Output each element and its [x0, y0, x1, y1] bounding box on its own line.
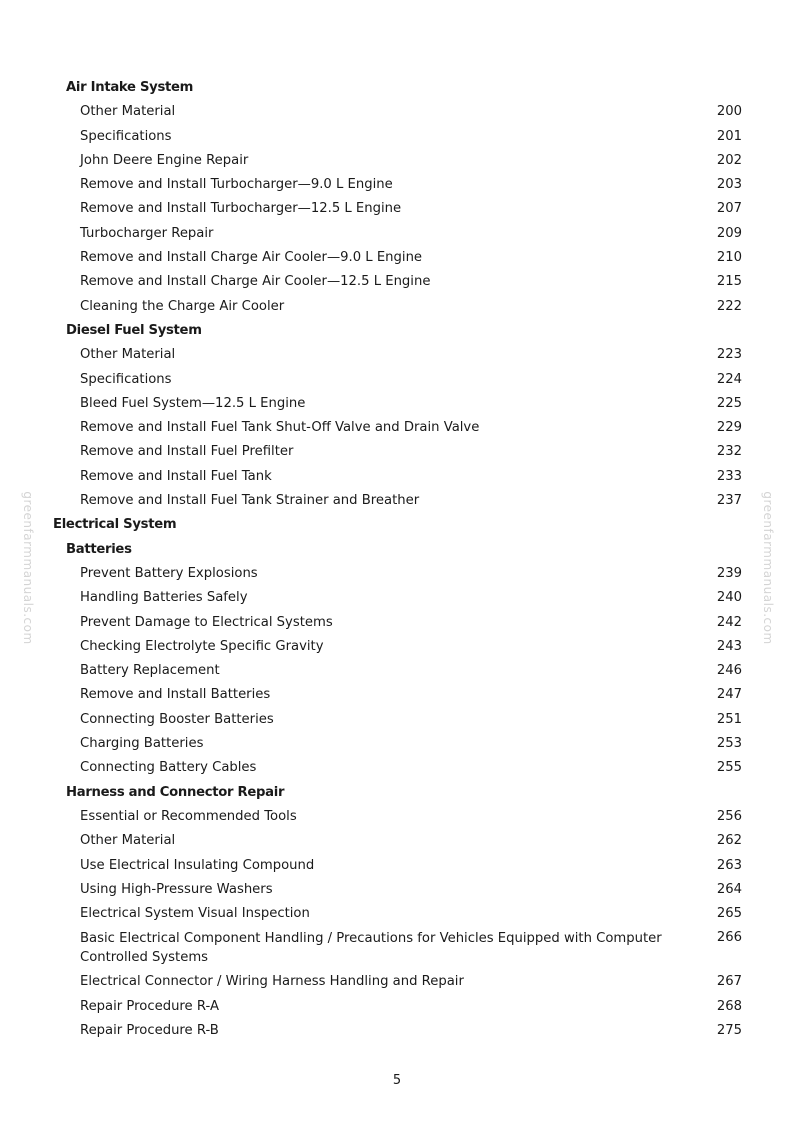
toc-entry-title: Remove and Install Fuel Tank [80, 468, 272, 484]
toc-entry-page-number: 237 [716, 493, 742, 509]
toc-entry-title: Remove and Install Charge Air Cooler—12.5 L Engine [80, 274, 431, 290]
toc-entry-title: Remove and Install Fuel Tank Shut-Off Valve and Drain Valve [80, 420, 480, 436]
toc-entry[interactable] [0, 756, 794, 780]
table-of-contents [0, 76, 794, 1043]
toc-entry-title: Repair Procedure R-B [80, 1022, 219, 1038]
toc-entry-page-number: 201 [716, 128, 742, 144]
toc-entry[interactable] [0, 611, 794, 635]
toc-entry[interactable] [0, 222, 794, 246]
toc-entry-title: Checking Electrolyte Specific Gravity [80, 638, 324, 654]
toc-entry-page-number: 202 [716, 152, 742, 168]
toc-entry-title: Cleaning the Charge Air Cooler [80, 298, 285, 314]
toc-entry[interactable] [0, 902, 794, 926]
toc-entry-page-number: 264 [716, 881, 742, 897]
toc-entry[interactable] [0, 635, 794, 659]
toc-entry[interactable] [0, 125, 794, 149]
toc-entry-title: Air Intake System [66, 80, 194, 95]
toc-chapter-heading [0, 513, 794, 537]
toc-entry[interactable] [0, 270, 794, 294]
toc-entry-title: Battery Replacement [80, 663, 220, 679]
toc-entry-page-number: 240 [716, 590, 742, 606]
toc-entry[interactable] [0, 416, 794, 440]
toc-entry[interactable] [0, 562, 794, 586]
toc-entry-page-number: 207 [716, 201, 742, 217]
toc-entry-page-number: 229 [716, 420, 742, 436]
toc-entry-page-number: 223 [716, 347, 742, 363]
toc-entry-title: Turbocharger Repair [80, 225, 214, 241]
toc-entry-title: Prevent Battery Explosions [80, 565, 258, 581]
toc-section-heading [0, 319, 794, 343]
toc-entry[interactable] [0, 295, 794, 319]
toc-section-heading [0, 781, 794, 805]
toc-entry[interactable] [0, 926, 794, 970]
toc-entry[interactable] [0, 392, 794, 416]
toc-entry-title: Bleed Fuel System—12.5 L Engine [80, 395, 306, 411]
toc-entry-title: Other Material [80, 104, 176, 120]
toc-entry[interactable] [0, 246, 794, 270]
toc-entry-page-number: 232 [716, 444, 742, 460]
toc-entry-title: Other Material [80, 347, 176, 363]
toc-entry[interactable] [0, 970, 794, 994]
toc-entry-page-number: 255 [716, 760, 742, 776]
toc-entry-page-number: 267 [716, 974, 742, 990]
toc-entry[interactable] [0, 854, 794, 878]
toc-entry-title: Remove and Install Turbocharger—9.0 L Engine [80, 177, 393, 193]
toc-entry-page-number: 266 [716, 930, 742, 946]
toc-entry[interactable] [0, 878, 794, 902]
toc-entry-page-number: 247 [716, 687, 742, 703]
toc-entry[interactable] [0, 586, 794, 610]
toc-entry-title: Remove and Install Charge Air Cooler—9.0 L Engine [80, 250, 423, 266]
toc-section-heading [0, 76, 794, 100]
toc-entry-page-number: 210 [716, 250, 742, 266]
toc-entry[interactable] [0, 995, 794, 1019]
toc-entry-title: Charging Batteries [80, 736, 204, 752]
toc-entry[interactable] [0, 440, 794, 464]
toc-entry-title: Repair Procedure R-A [80, 998, 219, 1014]
toc-entry-title: Specifications [80, 371, 172, 387]
toc-entry-page-number: 253 [716, 736, 742, 752]
toc-entry-page-number: 256 [716, 808, 742, 824]
toc-entry-title: Electrical Connector / Wiring Harness Handling and Repair [80, 974, 464, 990]
toc-entry-page-number: 246 [716, 663, 742, 679]
toc-entry-page-number: 268 [716, 998, 742, 1014]
toc-entry[interactable] [0, 489, 794, 513]
toc-entry-title: Other Material [80, 833, 176, 849]
toc-entry[interactable] [0, 173, 794, 197]
toc-entry-title: Basic Electrical Component Handling / Precautions for Vehicles Equipped with Computer Controlled Systems [80, 931, 662, 966]
toc-entry-title: Use Electrical Insulating Compound [80, 857, 315, 873]
toc-entry[interactable] [0, 683, 794, 707]
toc-entry[interactable] [0, 659, 794, 683]
toc-entry[interactable] [0, 197, 794, 221]
toc-entry-page-number: 242 [716, 614, 742, 630]
toc-entry-page-number: 200 [716, 104, 742, 120]
toc-entry[interactable] [0, 149, 794, 173]
watermark-right: greenfarmmanuals.com [761, 491, 775, 645]
toc-entry-page-number: 203 [716, 177, 742, 193]
toc-entry-page-number: 225 [716, 395, 742, 411]
toc-entry[interactable] [0, 368, 794, 392]
toc-entry[interactable] [0, 732, 794, 756]
toc-entry-title: Remove and Install Fuel Prefilter [80, 444, 294, 460]
toc-entry-title: Diesel Fuel System [66, 322, 202, 338]
toc-entry-title: Electrical System Visual Inspection [80, 906, 310, 922]
toc-entry[interactable] [0, 829, 794, 853]
toc-entry[interactable] [0, 343, 794, 367]
toc-entry-page-number: 275 [716, 1022, 742, 1038]
toc-entry[interactable] [0, 100, 794, 124]
toc-entry[interactable] [0, 708, 794, 732]
toc-entry-page-number: 265 [716, 906, 742, 922]
toc-entry-title: John Deere Engine Repair [80, 152, 249, 168]
toc-entry-title: Remove and Install Fuel Tank Strainer and Breather [80, 493, 420, 509]
toc-entry-title: Essential or Recommended Tools [80, 808, 297, 824]
toc-entry-page-number: 222 [716, 298, 742, 314]
toc-entry-title: Batteries [66, 541, 132, 557]
toc-entry-title: Remove and Install Batteries [80, 687, 271, 703]
toc-entry-page-number: 239 [716, 565, 742, 581]
watermark-left: greenfarmmanuals.com [21, 491, 35, 645]
toc-entry-title: Handling Batteries Safely [80, 590, 248, 606]
toc-entry-title: Remove and Install Turbocharger—12.5 L Engine [80, 201, 402, 217]
toc-entry-page-number: 233 [716, 468, 742, 484]
toc-entry[interactable] [0, 1019, 794, 1043]
toc-entry[interactable] [0, 805, 794, 829]
toc-entry-page-number: 251 [716, 711, 742, 727]
toc-entry-page-number: 263 [716, 857, 742, 873]
toc-entry[interactable] [0, 465, 794, 489]
toc-entry-title: Prevent Damage to Electrical Systems [80, 614, 333, 630]
toc-entry-page-number: 224 [716, 371, 742, 387]
toc-entry-title: Using High-Pressure Washers [80, 881, 273, 897]
toc-entry-title: Connecting Battery Cables [80, 760, 257, 776]
toc-entry-title: Connecting Booster Batteries [80, 711, 274, 727]
toc-entry-title: Harness and Connector Repair [66, 784, 285, 800]
page-number: 5 [392, 1073, 402, 1088]
toc-entry-page-number: 209 [716, 225, 742, 241]
toc-entry-page-number: 243 [716, 638, 742, 654]
toc-entry-title: Specifications [80, 128, 172, 144]
toc-section-heading [0, 538, 794, 562]
toc-entry-page-number: 262 [716, 833, 742, 849]
toc-entry-title: Electrical System [53, 517, 177, 533]
toc-entry-page-number: 215 [716, 274, 742, 290]
